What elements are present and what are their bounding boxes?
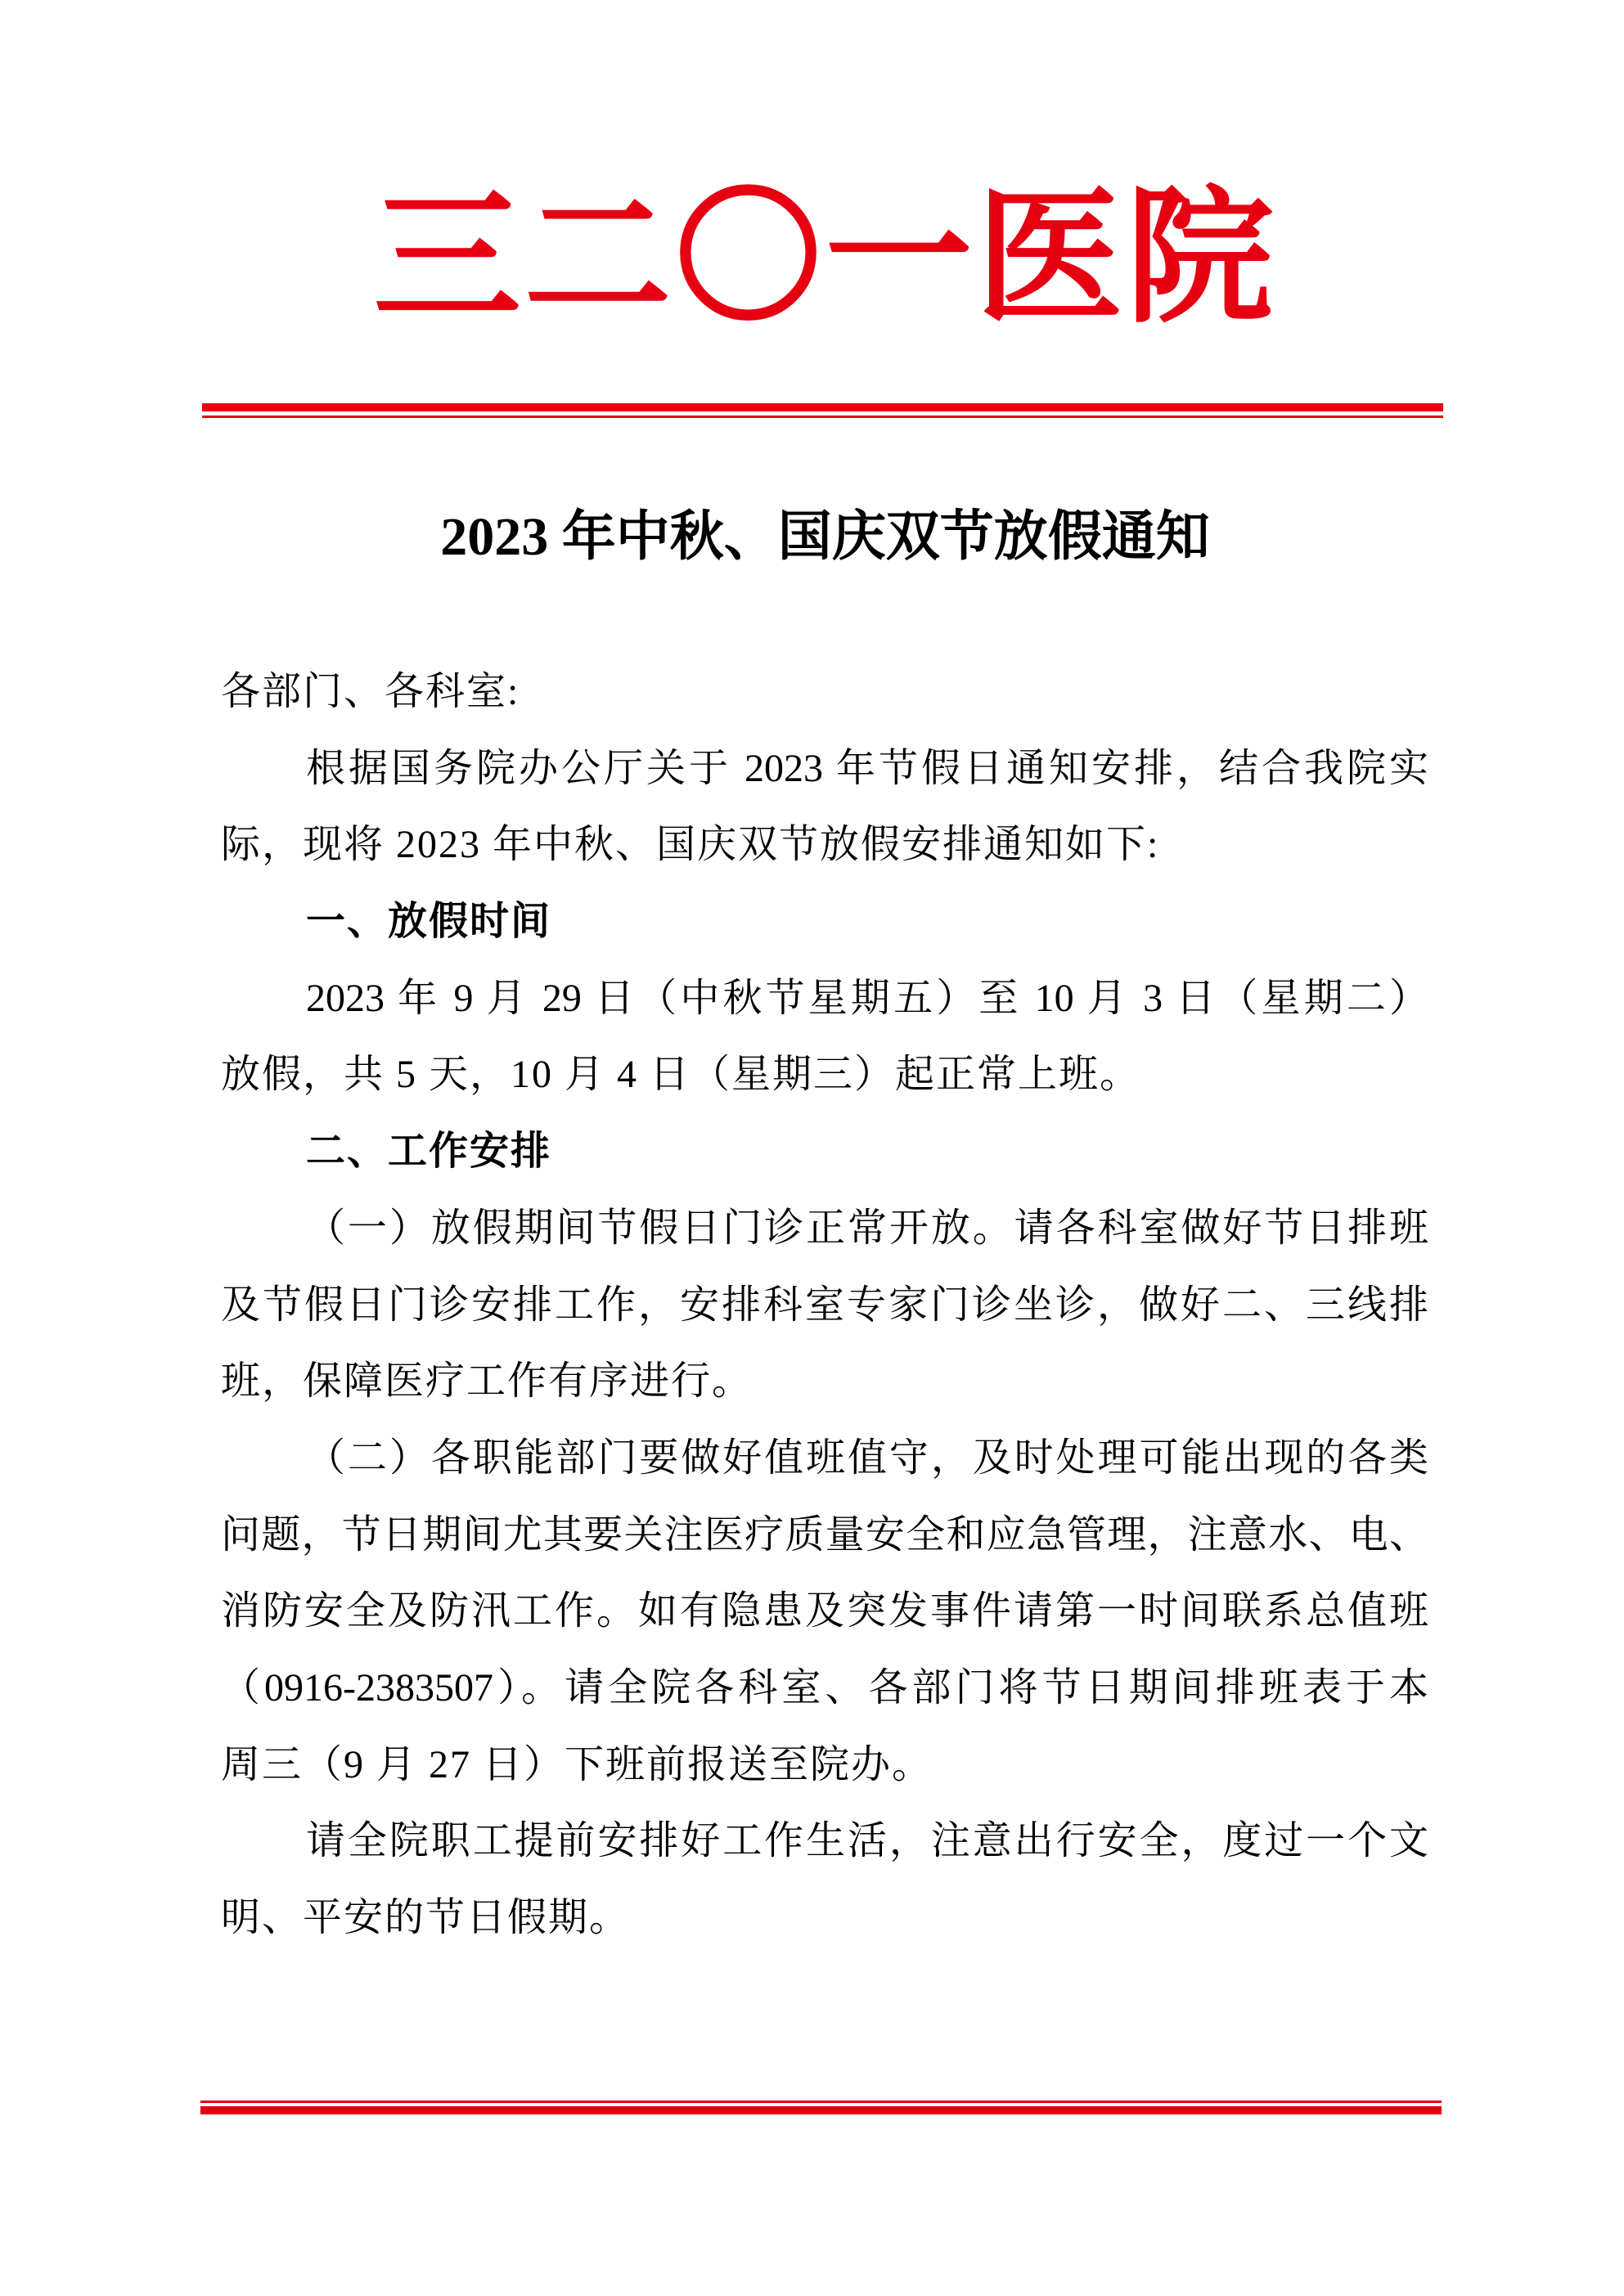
paragraph-line: 及节假日门诊安排工作，安排科室专家门诊坐诊，做好二、三线排	[221, 1283, 1428, 1327]
paragraph-line: 放假，共 5 天，10 月 4 日（星期三）起正常上班。	[221, 1053, 1141, 1097]
header-divider-thick	[202, 403, 1443, 411]
paragraph-line: 根据国务院办公厅关于 2023 年节假日通知安排，结合我院实	[306, 746, 1428, 790]
notice-body	[221, 654, 1428, 1957]
paragraph-line: 消防安全及防汛工作。如有隐患及突发事件请第一时间联系总值班	[221, 1589, 1428, 1633]
notice-title: 2023 年中秋、国庆双节放假通知	[440, 507, 1210, 567]
paragraph-line: 明、平安的节日假期。	[221, 1896, 631, 1939]
paragraph-line: 班，保障医疗工作有序进行。	[221, 1359, 754, 1404]
paragraph-line: 2023 年 9 月 29 日（中秋节星期五）至 10 月 3 日（星期二）	[306, 976, 1428, 1020]
section-heading: 二、工作安排	[306, 1130, 552, 1174]
header-divider-thin	[202, 416, 1443, 418]
paragraph-line: 周三（9 月 27 日）下班前报送至院办。	[221, 1742, 933, 1786]
paragraph-line: 问题，节日期间尤其要关注医疗质量安全和应急管理，注意水、电、	[221, 1512, 1428, 1557]
footer-divider-thin	[200, 2101, 1442, 2103]
salutation: 各部门、各科室:	[221, 670, 520, 713]
paragraph-line: （一）放假期间节假日门诊正常开放。请各科室做好节日排班	[306, 1206, 1428, 1250]
masthead-org-name: 三二〇一医院	[373, 177, 1277, 340]
section-heading: 一、放假时间	[306, 900, 552, 944]
paragraph-line: （二）各职能部门要做好值班值守，及时处理可能出现的各类	[306, 1436, 1428, 1480]
paragraph-line: （0916-2383507）。请全院各科室、各部门将节日期间排班表于本	[221, 1665, 1428, 1710]
footer-divider-thick	[200, 2106, 1442, 2114]
paragraph-line: 际，现将 2023 年中秋、国庆双节放假安排通知如下:	[221, 823, 1160, 867]
paragraph-line: 请全院职工提前安排好工作生活，注意出行安全，度过一个文	[306, 1819, 1428, 1863]
